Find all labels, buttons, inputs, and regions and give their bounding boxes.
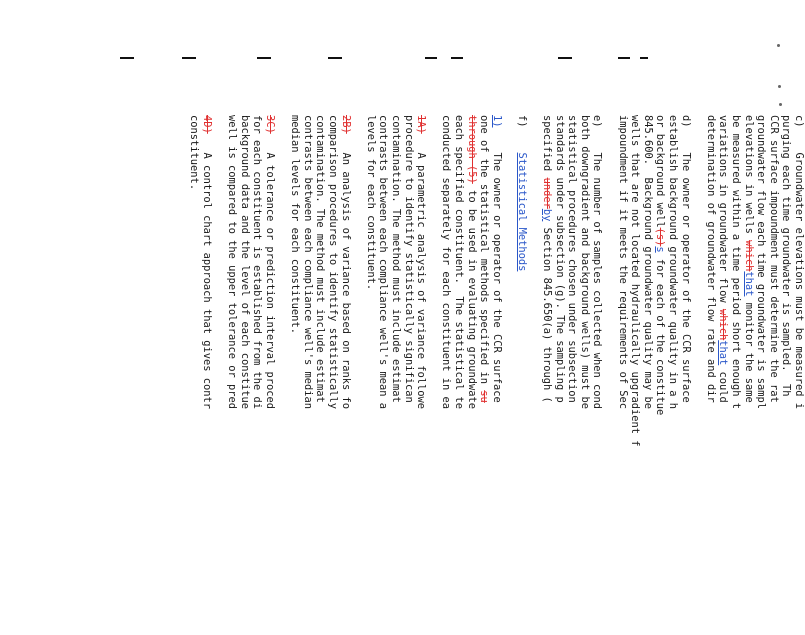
text-segment: A parametric analysis of variance followe xyxy=(415,133,428,410)
text-line xyxy=(654,115,667,635)
text-line xyxy=(541,115,554,635)
paragraph-f1 xyxy=(440,115,503,635)
deleted-text: 4D) xyxy=(201,115,214,134)
header-dash xyxy=(618,57,630,59)
text-line xyxy=(301,115,314,635)
deleted-text: which xyxy=(717,308,730,341)
text-segment: d) The owner or operator of the CCR surface xyxy=(679,115,692,403)
text-line xyxy=(314,115,327,635)
text-segment: c) Groundwater elevations must be measured i xyxy=(793,115,805,410)
text-segment: 845.600. Background groundwater quality may be xyxy=(641,115,654,410)
deleted-text: su xyxy=(478,390,491,403)
text-segment: impoundment if it meets the requirements of Sec xyxy=(616,115,629,410)
text-line xyxy=(465,115,478,635)
text-segment: to be used in evaluating groundwate xyxy=(465,183,478,410)
text-line xyxy=(566,115,579,635)
text-line xyxy=(326,115,339,635)
text-line xyxy=(490,115,503,635)
text-segment: both downgradient and background wells) must be xyxy=(578,115,591,410)
deleted-text: through (5) xyxy=(465,115,478,184)
inserted-text: s xyxy=(654,246,667,253)
text-line xyxy=(452,115,465,635)
text-line xyxy=(553,115,566,635)
text-segment: The owner or operator of the CCR surface xyxy=(490,127,503,403)
text-segment: well is compared to the upper tolerance or pred xyxy=(226,115,239,410)
inserted-text: that xyxy=(742,271,755,297)
deleted-text: 3C) xyxy=(264,115,277,134)
header-dash xyxy=(451,57,463,59)
scan-speck xyxy=(779,103,782,106)
scan-speck xyxy=(778,85,781,88)
header-dash xyxy=(257,57,271,59)
text-line xyxy=(415,115,428,635)
paragraph-f2B xyxy=(289,115,352,635)
text-segment: specified xyxy=(541,115,554,178)
text-segment: for each of the constitue xyxy=(654,252,667,416)
paragraph-c xyxy=(704,115,805,635)
paragraph-f1A xyxy=(364,115,427,635)
paragraph-f3C xyxy=(226,115,276,635)
deleted-text: which xyxy=(742,240,755,272)
header-dash xyxy=(328,57,342,59)
text-segment: procedure to identify statistically significan xyxy=(402,115,415,403)
text-segment: elevations in wells xyxy=(742,115,755,241)
text-segment: monitor the same xyxy=(742,296,755,403)
text-segment: establish background groundwater quality in a h xyxy=(667,115,680,410)
text-line xyxy=(629,115,642,635)
text-line xyxy=(679,115,692,635)
text-segment: An analysis of variance based on ranks fo xyxy=(339,133,352,410)
text-line xyxy=(238,115,251,635)
text-line xyxy=(591,115,604,635)
text-segment: CCR surface impoundment must determine the rat xyxy=(767,115,780,403)
text-segment: A tolerance or prediction interval proced xyxy=(264,133,277,410)
text-segment: background data and the level of each constitue xyxy=(238,115,251,410)
text-line xyxy=(729,115,742,635)
text-line xyxy=(402,115,415,635)
text-segment: median levels for each constituent. xyxy=(289,115,302,334)
text-line xyxy=(339,115,352,635)
text-segment: be measured within a time period short enough t xyxy=(730,115,743,410)
text-segment: statistical procedures chosen under subsection xyxy=(566,115,579,403)
text-line xyxy=(226,115,239,635)
deleted-text: (s) xyxy=(654,227,667,247)
text-line xyxy=(188,115,201,635)
text-line xyxy=(578,115,591,635)
text-segment: for each constituent is established from the di xyxy=(251,115,264,410)
inserted-text: that xyxy=(717,340,730,366)
header-dash xyxy=(182,57,196,59)
text-line xyxy=(742,115,755,635)
text-line xyxy=(717,115,730,635)
text-segment: one of the statistical methods specified in xyxy=(478,115,491,391)
header-dash xyxy=(425,57,437,59)
text-line xyxy=(478,115,491,635)
paragraph-f4D xyxy=(188,115,213,635)
text-line xyxy=(780,115,793,635)
text-segment: could xyxy=(717,365,730,403)
inserted-text: 1) xyxy=(490,115,503,128)
paragraph-e xyxy=(541,115,604,635)
text-segment: f) xyxy=(515,115,528,153)
text-segment: determination of groundwater flow rate and dir xyxy=(704,115,717,403)
text-line xyxy=(755,115,768,635)
text-line xyxy=(704,115,717,635)
text-line xyxy=(364,115,377,635)
text-line xyxy=(440,115,453,635)
text-line xyxy=(666,115,679,635)
scan-speck xyxy=(777,44,780,47)
text-line xyxy=(792,115,805,635)
rotated-document-body xyxy=(105,115,805,635)
section-heading: Statistical Methods xyxy=(515,152,528,272)
text-segment: each specified constituent. The statistical te xyxy=(452,115,465,410)
text-segment: constituent. xyxy=(188,115,201,191)
text-line xyxy=(377,115,390,635)
text-line xyxy=(515,115,528,635)
text-segment: or background well xyxy=(654,115,667,228)
text-segment: groundwater flow each time groundwater is sampl xyxy=(755,115,768,410)
text-segment: purging each time groundwater is sampled. Th xyxy=(780,115,793,397)
text-line xyxy=(641,115,654,635)
text-segment: contamination. The method must include estimat xyxy=(390,115,402,403)
paragraph-f xyxy=(515,115,528,635)
text-segment: comparison procedures to identify statistically xyxy=(327,115,340,410)
text-segment: contamination. The method must include estimat xyxy=(314,115,327,403)
header-dash xyxy=(120,57,134,59)
deleted-text: 2B) xyxy=(339,115,352,134)
text-segment: levels for each constituent. xyxy=(364,115,377,291)
text-segment: contrasts between each compliance well's mean a xyxy=(377,115,390,410)
text-line xyxy=(767,115,780,635)
inserted-text: by xyxy=(541,208,554,222)
text-segment: e) The number of samples collected when cond xyxy=(591,115,604,410)
header-dash xyxy=(558,57,572,59)
text-line xyxy=(616,115,629,635)
header-dash xyxy=(640,57,648,59)
text-line xyxy=(201,115,214,635)
deleted-text: under xyxy=(541,177,554,209)
text-segment: conducted separately for each constituent in ea xyxy=(440,115,453,410)
text-line xyxy=(289,115,302,635)
paragraph-d xyxy=(616,115,692,635)
text-line xyxy=(251,115,264,635)
text-segment: wells that are not located hydraulically upgradient f xyxy=(629,115,642,447)
text-segment: contrasts between each compliance well's median xyxy=(301,115,314,410)
text-segment: Section 845.650(a) through ( xyxy=(541,221,554,403)
deleted-text: 1A) xyxy=(415,115,428,134)
text-line xyxy=(389,115,402,635)
text-segment: variations in groundwater flow xyxy=(717,115,730,309)
text-segment: standards under subsection (g). The sampling p xyxy=(553,115,566,403)
text-line xyxy=(263,115,276,635)
text-segment: A control chart approach that gives contr xyxy=(201,133,214,410)
